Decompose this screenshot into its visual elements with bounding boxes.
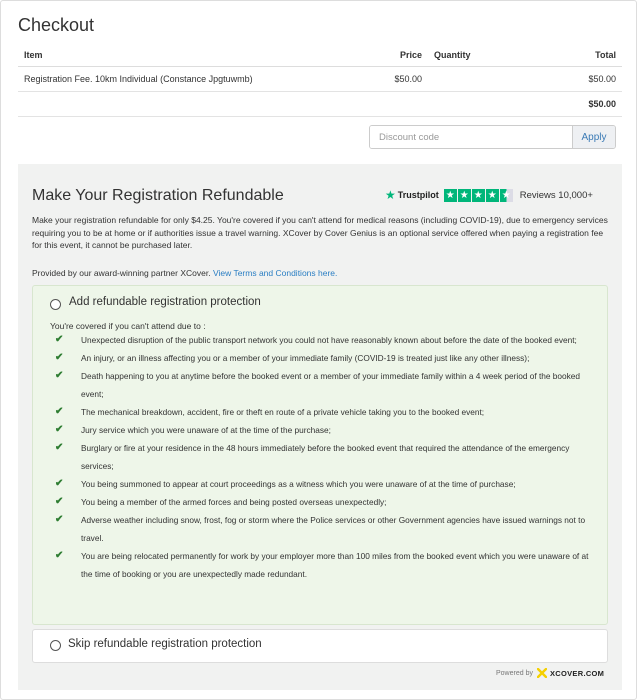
list-item: ✔ Adverse weather including snow, frost, fog or storm where the Police services or other Government agencies have issued warnings not to travel. (55, 511, 595, 547)
check-icon: ✔ (55, 550, 64, 561)
check-icon: ✔ (55, 514, 64, 525)
check-icon: ✔ (55, 442, 64, 453)
trustpilot-rating (444, 189, 514, 202)
provided-by-text: Provided by our award-winning partner XCover. (32, 268, 211, 278)
provided-by (32, 268, 337, 278)
column-header-total: Total (550, 44, 622, 67)
column-header-item: Item (18, 44, 356, 67)
trustpilot-badge (385, 188, 593, 202)
star-icon: ★ (444, 189, 457, 202)
discount-code-input[interactable] (370, 126, 572, 148)
skip-protection-option[interactable] (32, 629, 608, 663)
star-icon: ★ (458, 189, 471, 202)
check-icon: ✔ (55, 406, 64, 417)
star-icon: ★ (472, 189, 485, 202)
grand-total-row (18, 92, 622, 117)
list-item: ✔ Jury service which you were unaware of at the time of the purchase; (55, 421, 595, 439)
trustpilot-reviews: Reviews 10,000+ (519, 189, 593, 201)
item-name: Registration Fee. 10km Individual (Constance Jpgtuwmb) (18, 67, 356, 92)
check-icon: ✔ (55, 424, 64, 435)
add-protection-option[interactable] (32, 285, 608, 625)
xcover-brand: XCOVER.COM (549, 668, 605, 678)
check-icon: ✔ (55, 478, 64, 489)
check-icon: ✔ (55, 334, 64, 345)
trustpilot-name: Trustpilot (397, 190, 439, 200)
refund-title: Make Your Registration Refundable (32, 187, 284, 204)
skip-protection-radio[interactable] (50, 640, 61, 651)
list-item: ✔ Unexpected disruption of the public transport network you could not have reasonably known about before the date of the booked event; (55, 331, 595, 349)
table-header-row (18, 44, 622, 67)
add-protection-radio[interactable] (50, 299, 61, 310)
table-row (18, 67, 622, 92)
add-protection-label[interactable]: Add refundable registration protection (69, 296, 261, 308)
terms-link[interactable]: View Terms and Conditions here. (212, 268, 338, 278)
star-icon: ★ (486, 189, 499, 202)
refund-panel (18, 164, 622, 690)
list-item: ✔ Death happening to you at anytime before the booked event or a member of your immediate family within a 4 week period of the booked event; (55, 367, 595, 403)
refund-description: Make your registration refundable for only $4.25. You're covered if you can't attend for medical reasons (including COVID-19), due to emergency services requiring you to be at home or if authorities issue a travel warning. XCover by Cover Genius is an optional service offered when paying a registration fee for this event, it cannot be purchased later. (32, 215, 608, 250)
xcover-logo-icon (537, 668, 547, 678)
item-total: $50.00 (550, 67, 622, 92)
list-item: ✔ An injury, or an illness affecting you or a member of your immediate family (COVID-19 is treated just like any other illness); (55, 349, 595, 367)
apply-discount-button[interactable]: Apply (572, 126, 615, 148)
item-price: $50.00 (356, 67, 428, 92)
cart-table (18, 44, 622, 117)
list-item: ✔ You being a member of the armed forces and being posted overseas unexpectedly; (55, 493, 595, 511)
page-title: Checkout (18, 15, 95, 35)
list-item: ✔ The mechanical breakdown, accident, fire or theft en route of a private vehicle taking you to the booked event; (55, 403, 595, 421)
column-header-price: Price (356, 44, 428, 67)
trustpilot-star-icon: ★ (385, 188, 396, 202)
item-quantity (428, 67, 550, 92)
coverage-list (55, 331, 595, 583)
check-icon: ✔ (55, 496, 64, 507)
half-star-icon: ★ (500, 189, 513, 202)
powered-by-text: Powered by (496, 669, 533, 677)
list-item: ✔ You being summoned to appear at court proceedings as a witness which you were unaware of at the time of purchase; (55, 475, 595, 493)
column-header-quantity: Quantity (428, 44, 550, 67)
list-item: ✔ Burglary or fire at your residence in the 48 hours immediately before the booked event that required the attendance of the emergency services; (55, 439, 595, 475)
powered-by-xcover (496, 668, 604, 678)
covered-intro: You're covered if you can't attend due to : (50, 321, 206, 331)
check-icon: ✔ (55, 352, 64, 363)
discount-group (369, 125, 616, 149)
skip-protection-label[interactable]: Skip refundable registration protection (68, 638, 262, 650)
check-icon: ✔ (55, 370, 64, 381)
grand-total: $50.00 (550, 92, 622, 117)
list-item: ✔ You are being relocated permanently for work by your employer more than 100 miles from the booked event which you were unaware of at the time of booking or you are unexpectedly made redundant. (55, 547, 595, 583)
